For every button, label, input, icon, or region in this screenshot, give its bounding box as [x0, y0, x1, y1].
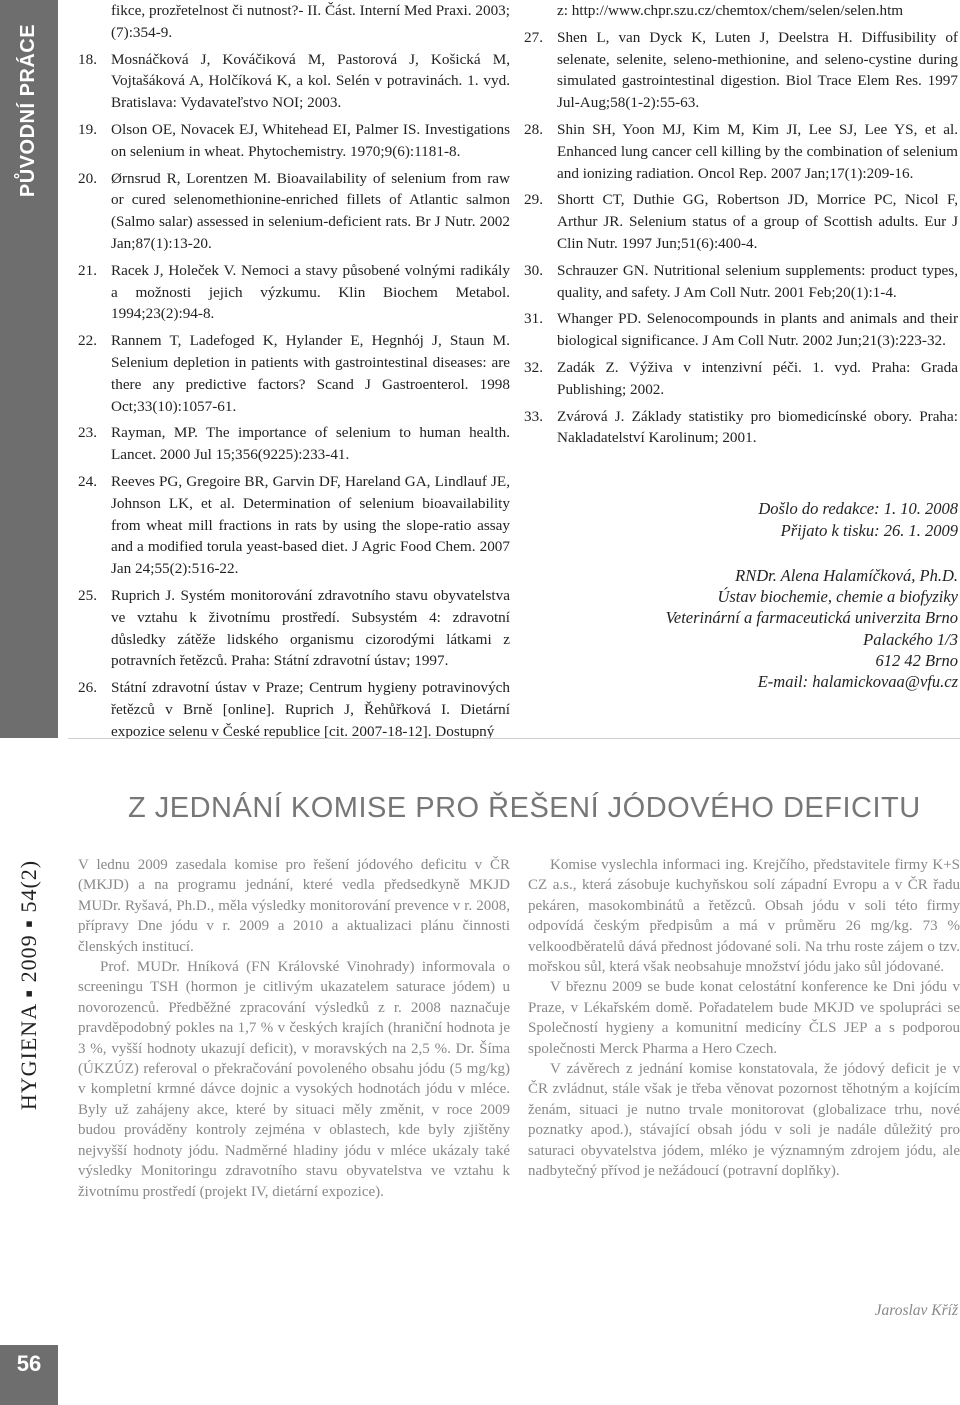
reference-number: 23.: [78, 424, 97, 442]
author-email: E-mail: halamickovaa@vfu.cz: [757, 672, 958, 692]
journal-label-text: HYGIENA ▪ 2009 ▪ 54(2): [16, 859, 41, 1111]
reference-text: Ørnsrud R, Lorentzen M. Bioavailability of selenium from raw or cured selenomethionine-enriched fillets of Atlantic salmon (Salmo salar) assessed in selenium-deficient rats. Br J Nutr. 2002 Jan;87(1):13-20.: [111, 169, 510, 252]
reference-text: fikce, prozřetelnost či nutnost?- II. Část. Interní Med Praxi. 2003;(7):354-9.: [111, 2, 510, 41]
reference-number: 18.: [78, 50, 97, 68]
reference-number: 25.: [78, 586, 97, 604]
reference-text: Zvárová J. Základy statistiky pro biomedicínské obory. Praha: Nakladatelství Karolinum; 2001.: [557, 407, 958, 447]
reference-text: z: http://www.chpr.szu.cz/chemtox/chem/selen/selen.htm: [557, 2, 904, 19]
reference-text: Shin SH, Yoon MJ, Kim M, Kim JI, Lee SJ, Lee YS, et al. Enhanced lung cancer cell killing by the combination of selenium and ionizing radiation. Oncol Rep. 2007 Jan;17(1):209-16.: [557, 120, 958, 182]
article-paragraph: V březnu 2009 se bude konat celostátní konference ke Dni jódu v Praze, v Lékařském domě. Pořadatelem bude MKJD ve spolupráci se Společností hygieny a komunitní medicíny ČLS JEP a s podporou společnosti Merck Pharma a Hero Czech.: [528, 979, 960, 1057]
received-dates: [600, 498, 958, 542]
sidebar-strip: [0, 0, 58, 1405]
reference-item: [524, 0, 958, 22]
article-paragraph: V lednu 2009 zasedala komise pro řešení jódového deficitu v ČR (MKJD) a na programu jednání, které vedla předsedkyně MKJD MUDr. Ryšavá, Ph.D., měla výsledky monitorování prevence v r. 2008, přípravy Dne jódu v r. 2009 a 2010 a aktualizaci plánu činnosti členských institucí.: [78, 857, 510, 955]
reference-text: Rannem T, Ladefoged K, Hylander E, Hegnhój J, Staun M. Selenium depletion in patients with gastrointestinal diseases: are there any predictive factors? Scand J Gastroenterol. 1998 Oct;33(10):1057-61.: [111, 332, 510, 415]
reference-number: 26.: [78, 679, 97, 697]
reference-item: [524, 119, 958, 184]
reference-number: 19.: [78, 120, 97, 138]
reference-item: [524, 357, 958, 401]
author-street: Palackého 1/3: [863, 629, 958, 649]
received-date: Došlo do redakce: 1. 10. 2008: [758, 499, 958, 518]
reference-item: [78, 119, 510, 163]
reference-text: Whanger PD. Selenocompounds in plants and animals and their biological significance. J Am Coll Nutr. 2002 Jun;21(3):223-32.: [557, 310, 958, 350]
article-paragraph: Komise vyslechla informaci ing. Krejčího, představitele firmy K+S CZ a.s., která zásobuje kuchyňskou solí západní Evropu a v ČR řadu pekáren, masokombinátů a řetězců. Obsah jódu v soli této firmy odpovídá českým předpisům a má v průměru 26 mg/kg. 73 % velkoodběratelů dává přednost jódované soli. Na trhu roste zájem o tzv. mořskou sůl, která však neobsahuje množství jódu jako sůl jódované.: [528, 857, 960, 976]
reference-item: [524, 260, 958, 304]
reference-number: 33.: [524, 407, 543, 425]
article-paragraph: V závěrech z jednání komise konstatovala, že jódový deficit je v ČR zvládnut, stále však je třeba věnovat pozornost těhotným a kojícím ženám, situaci je nutno trvale monitorovat (globalizace trhu, nové poznatky apod.), stávající obsah jódu v soli je nadále důležitý pro saturaci obyvatelstva jódem, mléko je významným zdrojem jódu, ale nadbytečný přívod je nežádoucí (potravní doplňky).: [528, 1061, 960, 1180]
reference-item: [524, 308, 958, 352]
section-label-text: PŮVODNÍ PRÁCE: [17, 23, 40, 197]
page-number-text: 56: [16, 1351, 42, 1376]
reference-number: 32.: [524, 358, 543, 376]
author-department: Ústav biochemie, chemie a biofyziky: [717, 587, 958, 607]
reference-text: Zadák Z. Výživa v intenzivní péči. 1. vyd. Praha: Grada Publishing; 2002.: [557, 358, 958, 398]
reference-number: 21.: [78, 261, 97, 279]
reference-item: [78, 0, 510, 44]
page-number: [0, 1345, 58, 1405]
reference-text: Rayman, MP. The importance of selenium to human health. Lancet. 2000 Jul 15;356(9225):233-41.: [111, 424, 510, 464]
reference-item: [524, 406, 958, 450]
reference-text: Racek J, Holeček V. Nemoci a stavy působené volnými radikály a možnosti jejich výzkumu. Klin Biochem Metabol. 1994;23(2):94-8.: [111, 261, 510, 323]
reference-item: [78, 677, 510, 742]
reference-text: Státní zdravotní ústav v Praze; Centrum hygieny potravinových řetězců v Brně [online]. Ruprich J, Řehůřková I. Dietární expozice selenu v České republice [cit. 2007-18-12]. Dostupný: [111, 679, 510, 740]
reference-number: 30.: [524, 261, 543, 279]
reference-text: Ruprich J. Systém monitorování zdravotního stavu obyvatelstva ve vztahu k životnímu prostředí. Subsystém 4: zdravotní důsledky zátěže lidského organismu cizorodými látkami z potravních řetězců. Praha: Státní zdravotní ústav; 1997.: [111, 586, 510, 670]
reference-item: [78, 168, 510, 255]
reference-number: 22.: [78, 332, 97, 350]
article-title: Z JEDNÁNÍ KOMISE PRO ŘEŠENÍ JÓDOVÉHO DEFICITU: [128, 792, 921, 824]
journal-label: [0, 860, 58, 1110]
reference-text: Shen L, van Dyck K, Luten J, Deelstra H. Diffusibility of selenate, selenite, seleno-methionine, and seleno-cystine during simulated gastrointestinal digestion. Biol Trace Elem Res. 1997 Jul-Aug;58(1-2):55-63.: [557, 28, 958, 112]
reference-text: Reeves PG, Gregoire BR, Garvin DF, Hareland GA, Lindlauf JE, Johnson LK, et al. Determination of selenium bioavailability from wheat mill fractions in rats by using the slope-ratio assay and a modified torula yeast-based diet. J Agric Food Chem. 2007 Jan 24;55(2):516-22.: [111, 472, 510, 578]
reference-item: [78, 422, 510, 466]
reference-item: [78, 330, 510, 417]
reference-text: Schrauzer GN. Nutritional selenium supplements: product types, quality, and safety. J Am Coll Nutr. 2001 Feb;20(1):1-4.: [557, 261, 958, 301]
reference-item: [78, 49, 510, 114]
reference-item: [524, 189, 958, 254]
author-city: 612 42 Brno: [875, 650, 958, 670]
author-university: Veterinární a farmaceutická univerzita Brno: [665, 608, 958, 628]
article-left-column: [78, 855, 510, 1202]
article-right-column: [528, 855, 960, 1182]
author-name: RNDr. Alena Halamíčková, Ph.D.: [735, 566, 958, 585]
reference-number: 27.: [524, 28, 543, 46]
reference-item: [524, 27, 958, 114]
section-divider: [68, 738, 960, 739]
reference-number: 20.: [78, 169, 97, 187]
article-paragraph: Prof. MUDr. Hníková (FN Královské Vinohrady) informovala o screeningu TSH (hormon je citlivým ukazatelem saturace jódem) u novorozenců. Předběžné zpracování výsledků z r. 2008 naznačuje pravděpodobný pokles na 1,7 % v českých krajích (hraniční hodnota je 3 %, vyšší hodnoty ukazují deficit), v moravských na 2,5 %. Dr. Šíma (ÚKZÚZ) referoval o překračování povoleného obsahu jódu (5 mg/kg) v kompletní krmné dávce dojnic a vysokých hodnotách jódu v mléce. Byly už zahájeny akce, které by situaci měly změnit, v roce 2009 budou prováděny kontroly zejména v oblastech, kde byly zjištěny nejvyšší hodnoty jódu. Nadměrné hladiny jódu v mléce ukázaly také výsledky Monitoringu zdravotního stavu obyvatelstva ve vztahu k životnímu prostředí (projekt IV, dietární expozice).: [78, 959, 510, 1200]
reference-item: [78, 585, 510, 672]
reference-text: Mosnáčková J, Kováčiková M, Pastorová J, Košická M, Vojtašáková A, Holčíková K, a kol. Selén v potravinách. 1. vyd. Bratislava: Vydavateľstvo NOI; 2003.: [111, 50, 510, 112]
reference-text: Shortt CT, Duthie GG, Robertson JD, Morrice PC, Nicol F, Arthur JR. Selenium status of a group of Scottish adults. Eur J Clin Nutr. 1997 Jun;51(6):400-4.: [557, 191, 958, 252]
article-signature: Jaroslav Kříž: [874, 1302, 958, 1319]
reference-number: 24.: [78, 472, 97, 490]
reference-number: 31.: [524, 310, 543, 328]
reference-item: [78, 471, 510, 580]
author-address: [560, 565, 958, 692]
section-label: [0, 10, 58, 210]
reference-number: 29.: [524, 191, 543, 209]
accepted-date: Přijato k tisku: 26. 1. 2009: [780, 521, 958, 540]
reference-text: Olson OE, Novacek EJ, Whitehead EI, Palmer IS. Investigations on selenium in wheat. Phytochemistry. 1970;9(6):1181-8.: [111, 120, 510, 160]
reference-number: 28.: [524, 120, 543, 138]
references-left-column: [78, 0, 510, 748]
reference-item: [78, 260, 510, 325]
references-right-column: [524, 0, 958, 454]
